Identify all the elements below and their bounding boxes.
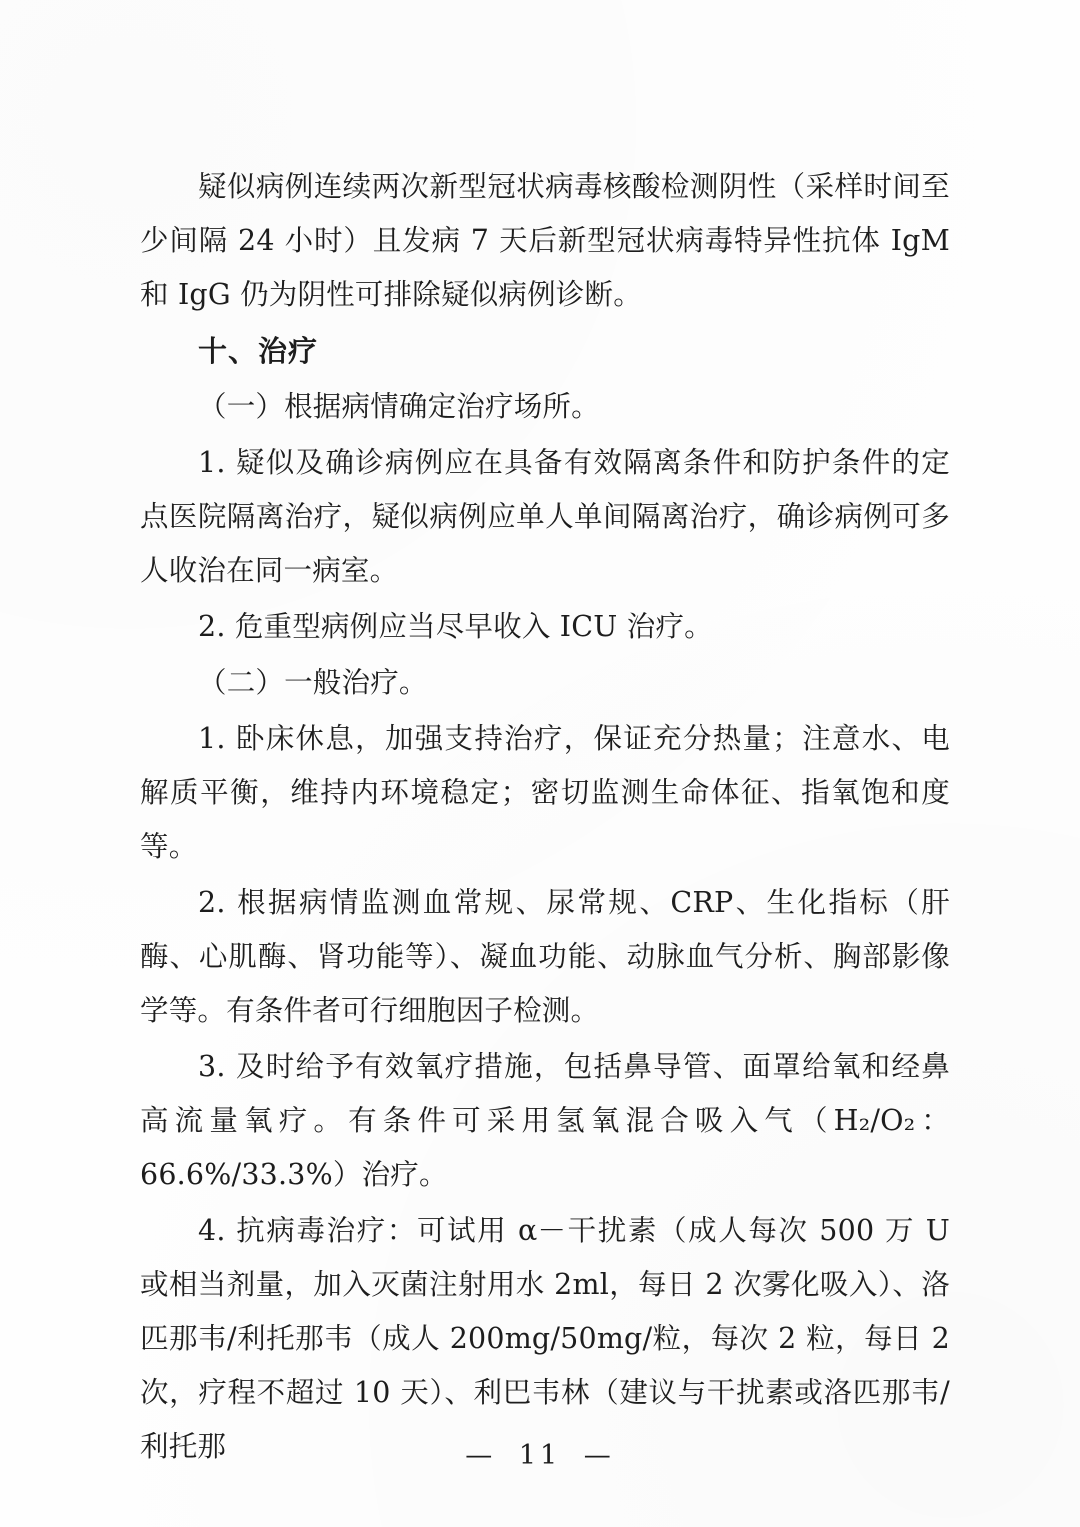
footer-dash-right: — [583,1440,615,1471]
item-antiviral-therapy: 4. 抗病毒治疗：可试用 α－干扰素（成人每次 500 万 U 或相当剂量，加入灭菌注射用水 2ml，每日 2 次雾化吸入）、洛匹那韦/利托那韦（成人 200mg/50mg/粒，每次 2 粒，每日 2 次，疗程不超过 10 天）、利巴韦林（建议与干扰素或洛匹那韦/利托那 [140,1214,950,1463]
page-footer [0,1440,1080,1471]
document-body [140,160,950,1476]
item-oxygen-therapy: 3. 及时给予有效氧疗措施，包括鼻导管、面罩给氧和经鼻高流量氧疗。有条件可采用氢氧混合吸入气（H₂/O₂：66.6%/33.3%）治疗。 [140,1050,950,1191]
subsection-treatment-location: （一）根据病情确定治疗场所。 [198,390,600,423]
item-icu-admission: 2. 危重型病例应当尽早收入 ICU 治疗。 [198,610,713,643]
item-isolation-hospital: 1. 疑似及确诊病例应在具备有效隔离条件和防护条件的定点医院隔离治疗，疑似病例应单人单间隔离治疗，确诊病例可多人收治在同一病室。 [140,446,950,587]
paragraph-exclusion-criteria: 疑似病例连续两次新型冠状病毒核酸检测阴性（采样时间至少间隔 24 小时）且发病 7 天后新型冠状病毒特异性抗体 IgM 和 IgG 仍为阴性可排除疑似病例诊断。 [140,170,950,311]
item-bed-rest-support: 1. 卧床休息，加强支持治疗，保证充分热量；注意水、电解质平衡，维持内环境稳定；密切监测生命体征、指氧饱和度等。 [140,722,950,863]
section-heading-treatment: 十、治疗 [198,334,319,368]
item-lab-monitoring: 2. 根据病情监测血常规、尿常规、CRP、生化指标（肝酶、心肌酶、肾功能等）、凝血功能、动脉血气分析、胸部影像学等。有条件者可行细胞因子检测。 [140,886,950,1027]
page-number: 11 [518,1440,562,1471]
footer-dash-left: — [465,1440,497,1471]
subsection-general-treatment: （二）一般治疗。 [198,666,428,699]
